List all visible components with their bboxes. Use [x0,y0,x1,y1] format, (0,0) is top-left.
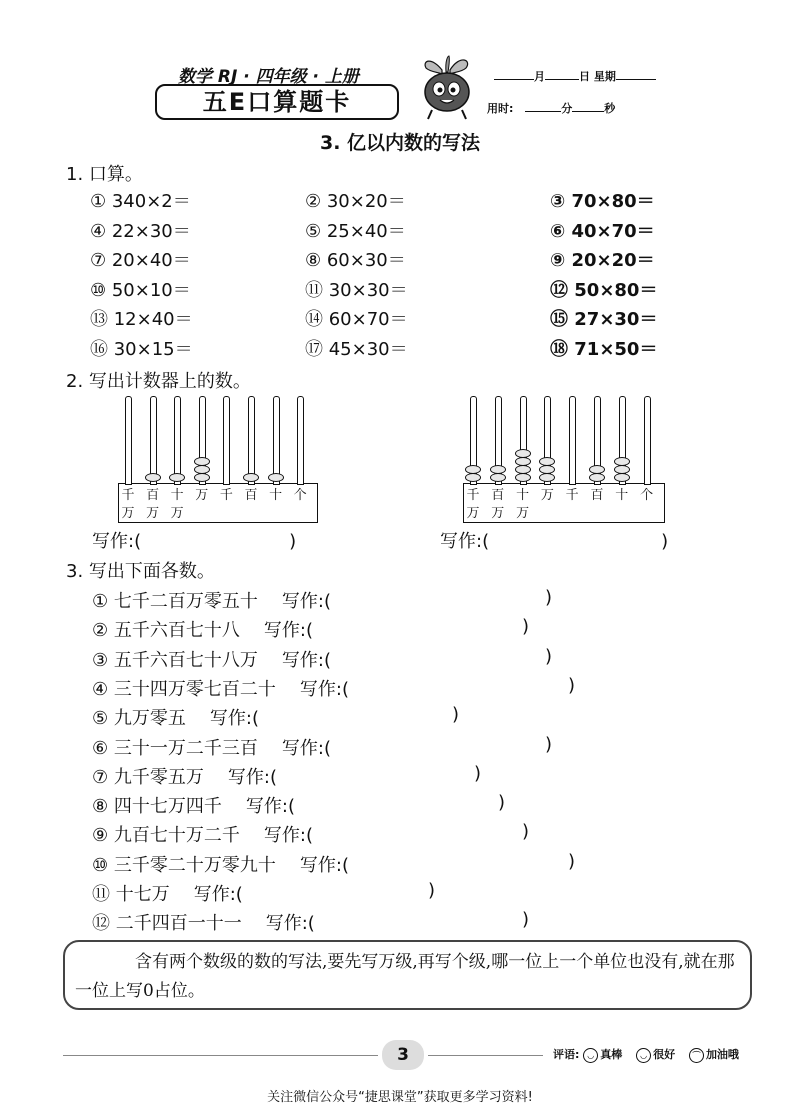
month-label: 月 [534,70,545,83]
counter-bead [515,449,531,458]
place-label: 百 [590,488,604,503]
paren-close: ) [545,587,553,608]
write-label: 写作:( [209,708,259,730]
paren-close: ) [428,880,436,901]
calc-item: ② 30×20＝ [305,191,406,212]
section1-title: 1. 口算。 [66,164,143,185]
footer-divider-right [428,1055,543,1056]
footer-divider-left [63,1055,378,1056]
evaluation-row [553,1046,739,1063]
item-number: ⑤ [92,708,109,730]
counter-bead [490,473,506,482]
minute-label: 分 [561,102,573,115]
calc-item: ⑮ 27×30＝ [550,309,658,331]
place-label: 百 [146,488,160,503]
item-number: ⑧ [92,796,109,818]
counter-bead [465,473,481,482]
paren-close: ) [568,850,576,872]
item-words: 五千六百七十八万 [113,649,258,671]
write-item [92,851,349,877]
counter-rod [248,396,255,485]
counter-rod [174,396,181,485]
write-item [92,792,295,818]
day-blank[interactable] [545,69,579,80]
place-label: 个 [293,488,307,503]
paren-close: ) [568,674,576,696]
item-words: 二千四百一十一 [115,913,242,935]
eval-good: 很好 [653,1048,676,1061]
write-label: 写作:( [265,913,315,935]
write-item [92,646,331,672]
counter-rod [150,396,157,485]
place-label: 千 [466,488,480,503]
time-label: 用时: [487,102,514,115]
place-label-wan: 万 [491,506,505,521]
smile-face-icon[interactable]: ◡ [636,1048,651,1063]
calc-item: ⑬ 12×40＝ [90,309,193,331]
write-item [92,880,243,906]
counter-bead [465,465,481,474]
calc-item: ⑪ 30×30＝ [305,279,408,301]
calc-item: ① 340×2＝ [90,191,191,212]
calc-item: ⑱ 71×50＝ [550,339,658,360]
item-words: 三十一万二千三百 [113,737,258,759]
place-label: 百 [491,488,505,503]
item-number: ② [92,620,109,642]
calc-item: ⑯ 30×15＝ [90,339,193,360]
counter-bead [243,473,259,482]
write-item [92,616,313,642]
counter-bead [515,457,531,466]
counter-rod [644,396,651,485]
place-label-wan: 万 [466,506,480,521]
item-words: 九百七十万二千 [113,825,240,847]
calc-item: ⑰ 45×30＝ [305,339,408,360]
place-label: 万 [540,488,554,503]
eval-keep-going: 加油哦 [705,1048,739,1061]
write-label: 写作:( [263,620,313,642]
place-label: 百 [244,488,258,503]
eval-great: 真棒 [600,1048,623,1061]
write-label: 写作:( [193,884,243,905]
item-number: ⑩ [92,854,109,876]
item-words: 十七万 [115,884,170,905]
month-blank[interactable] [494,69,534,80]
write-label: 写作:( [281,649,331,671]
write-item [92,587,331,613]
calc-item: ⑦ 20×40＝ [90,250,191,272]
counter-rod [125,396,132,485]
item-words: 九千零五万 [113,766,204,788]
section3-title: 3. 写出下面各数。 [66,561,215,582]
item-number: ⑨ [92,825,109,847]
promo-text: 关注微信公众号“捷思课堂”获取更多学习资料! [267,1090,533,1105]
place-label-wan: 万 [146,506,160,521]
item-number: ⑪ [92,884,110,905]
eval-label: 评语: [553,1048,580,1061]
item-number: ③ [92,649,109,671]
calc-item: ⑧ 60×30＝ [305,250,406,272]
counter-rod [223,396,230,485]
write-label: 写作:( [227,766,277,788]
subject-label: 数学 RJ · 四年级 · 上册 [178,67,359,87]
write-label: 写作:( [281,737,331,759]
place-label: 十 [170,488,184,503]
counter-b-answer [440,527,668,553]
item-number: ⑥ [92,737,109,759]
second-blank[interactable] [572,101,604,112]
item-number: ⑦ [92,766,109,788]
place-label: 千 [565,488,579,503]
counter-bead [490,465,506,474]
minute-blank[interactable] [525,101,561,112]
calc-item: ⑤ 25×40＝ [305,220,406,242]
counter-rod [569,396,576,485]
write-label: 写作:( [281,591,331,612]
place-label-wan: 万 [121,506,135,521]
place-label: 十 [615,488,629,503]
day-label: 日 [579,70,590,83]
paren-close: ) [545,645,553,667]
paren-close: ) [452,704,460,726]
item-words: 三十四万零七百二十 [113,678,276,700]
week-label: 星期 [593,70,616,83]
date-line [494,68,656,84]
counter-bead [515,465,531,474]
place-label-wan: 万 [516,506,530,521]
write-item [92,704,259,730]
counter-bead [589,465,605,474]
paren-close: ) [522,909,530,931]
write-item [92,821,313,847]
item-words: 九万零五 [113,708,186,730]
write-label: 写作:( [92,531,142,552]
counter-rod [297,396,304,485]
paren-close: ) [289,531,297,552]
paren-close: ) [474,762,482,784]
counter-bead [268,473,284,482]
place-label: 个 [640,488,654,503]
card-banner: 五E口算题卡 [155,84,399,120]
watermark [299,299,779,961]
item-words: 七千二百万零五十 [113,591,258,612]
counter-bead [194,473,210,482]
counter-bead [145,473,161,482]
counter-bead [614,473,630,482]
counter-bead [194,457,210,466]
item-number: ④ [92,678,109,700]
calc-item: ③ 70×80＝ [550,191,655,212]
second-label: 秒 [604,102,616,115]
counter-rod [273,396,280,485]
counter-bead [614,465,630,474]
item-words: 四十七万四千 [113,796,222,818]
counter-bead [169,473,185,482]
place-label: 千 [121,488,135,503]
tip-text: 含有两个数级的数的写法,要先写万级,再写个级,哪一位上一个单位也没有,就在那一位上写0占位。 [75,952,735,1001]
write-item [92,734,331,760]
item-number: ⑫ [92,913,110,935]
write-item [92,675,349,701]
item-number: ① [92,591,109,612]
paren-close: ) [522,821,530,843]
time-line [487,100,615,116]
cheer-face-icon[interactable]: ⌒ [689,1048,704,1063]
write-label: 写作:( [299,854,349,876]
page-number: 3 [382,1040,424,1070]
section2-title: 2. 写出计数器上的数。 [66,371,251,392]
write-item [92,909,315,935]
calc-item: ⑭ 60×70＝ [305,309,408,331]
place-label: 千 [219,488,233,503]
counter-bead [589,473,605,482]
calc-item: ⑫ 50×80＝ [550,279,658,301]
radish-mascot-icon [412,52,482,122]
week-blank[interactable] [616,69,656,80]
counter-bead [194,465,210,474]
calc-item: ⑩ 50×10＝ [90,279,191,301]
counter-bead [515,473,531,482]
counter-bead [614,457,630,466]
write-label: 写作:( [440,531,490,552]
write-label: 写作:( [299,678,349,700]
item-words: 五千六百七十八 [113,620,240,642]
counter-a-answer [92,527,296,553]
place-label: 万 [195,488,209,503]
paren-close: ) [522,616,530,638]
place-label: 十 [269,488,283,503]
write-label: 写作:( [263,825,313,847]
paren-close: ) [661,531,669,552]
place-label-wan: 万 [170,506,184,521]
calc-item: ⑥ 40×70＝ [550,220,655,242]
paren-close: ) [545,733,553,755]
paren-close: ) [498,792,506,814]
write-item [92,763,277,789]
calc-item: ④ 22×30＝ [90,220,191,242]
grin-face-icon[interactable]: ◡ [583,1048,598,1063]
place-label: 十 [516,488,530,503]
calc-item: ⑨ 20×20＝ [550,250,655,272]
lesson-title: 3. 亿以内数的写法 [319,132,481,154]
write-label: 写作:( [245,796,295,818]
item-words: 三千零二十万零九十 [113,854,276,876]
